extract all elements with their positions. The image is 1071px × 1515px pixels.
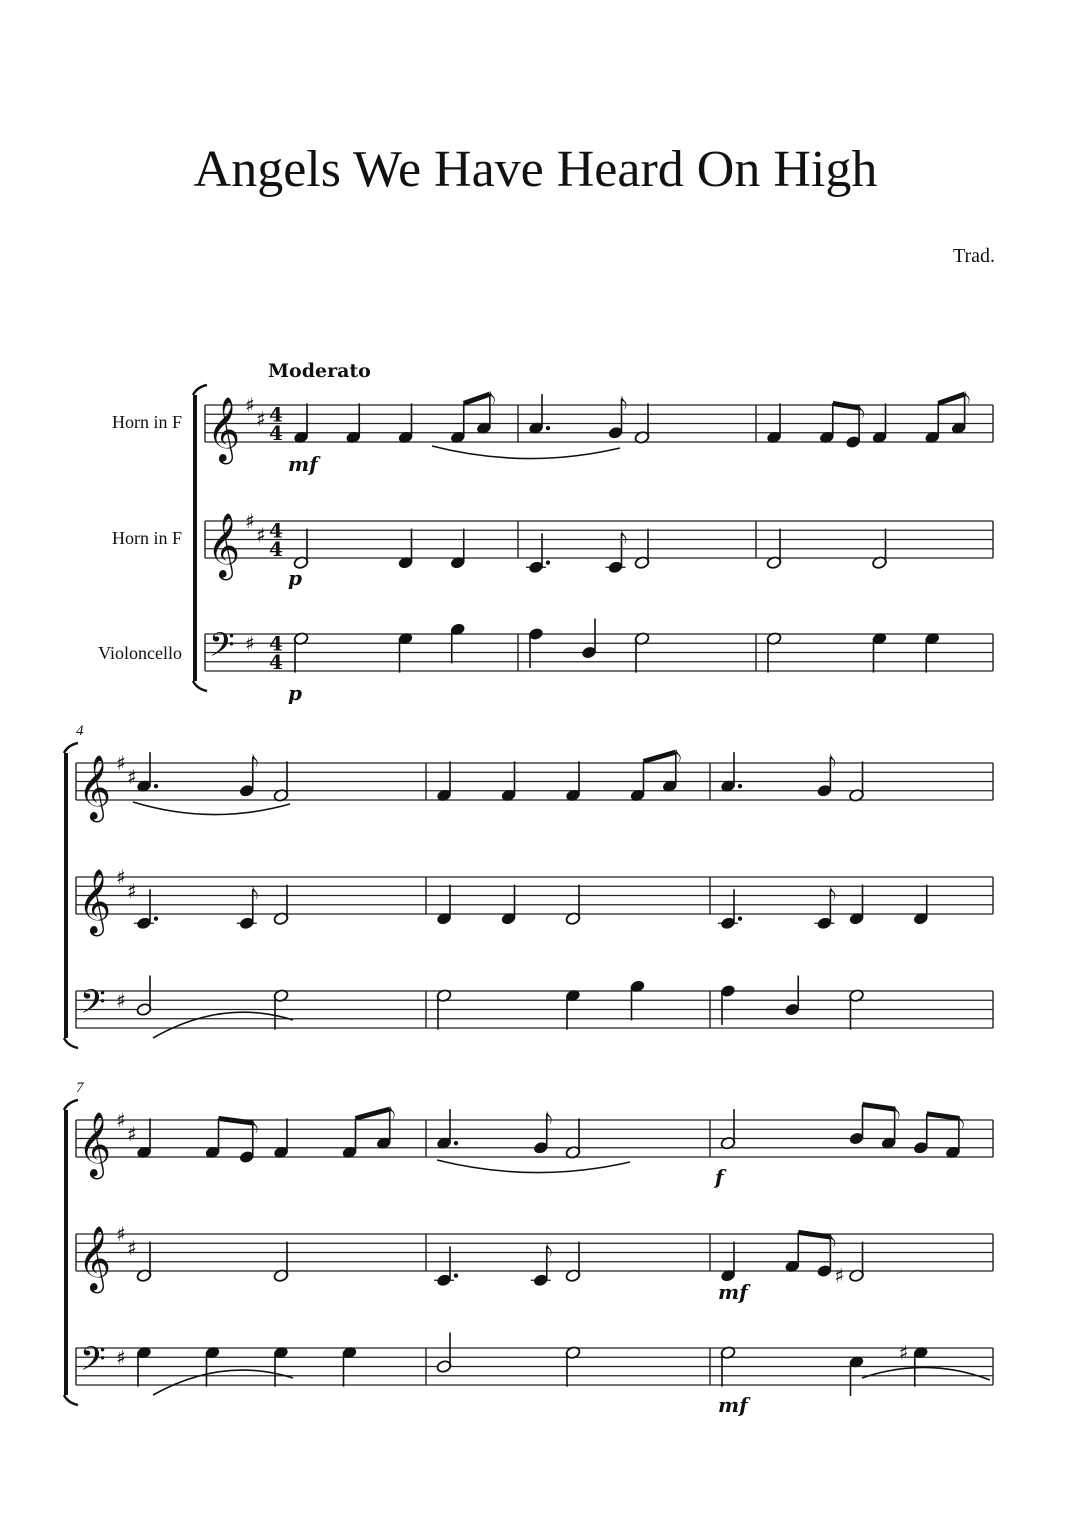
time-signature-bottom: 4 [269,650,283,674]
key-sharp-icon: ♯ [245,393,255,417]
key-sharp-icon: ♯ [116,1222,126,1246]
note-flag: 𝅮 [621,393,628,419]
augmentation-dot [154,916,158,920]
note-flag: 𝅮 [894,1104,901,1130]
note-flag: 𝅮 [252,1118,259,1143]
note-flag: 𝅮 [675,747,682,773]
time-signature-bottom: 4 [269,537,283,561]
note-flag: 𝅮 [830,1232,837,1257]
bass-clef-icon: 𝄢 [80,1340,106,1387]
bracket-hook [64,1395,78,1405]
bass-clef-icon: 𝄢 [80,983,106,1030]
measure-number-4: 4 [76,723,84,739]
measure-number-7: 7 [76,1080,84,1096]
dynamic-cello-m1: p [288,681,302,705]
system-bracket [64,1110,68,1395]
instrument-label-horn-1: Horn in F [111,412,182,432]
treble-clef-icon: 𝄞 [78,1112,112,1177]
slur [862,1367,990,1380]
slur [153,1370,293,1395]
instrument-label-cello: Violoncello [98,643,182,663]
augmentation-dot [738,916,742,920]
augmentation-dot [546,426,550,430]
time-signature-top: 4 [269,518,283,543]
key-sharp-icon: ♯ [245,631,255,656]
system-bracket [193,395,197,681]
beam [219,1118,253,1123]
note-flag: 𝅮 [252,884,259,910]
beam [833,403,859,408]
bracket-hook [64,743,78,753]
beam [938,394,964,403]
treble-clef-icon: 𝄞 [207,513,241,578]
key-sharp-icon: ♯ [256,406,266,431]
key-sharp-icon: ♯ [116,1345,126,1370]
time-signature-top: 4 [269,631,283,656]
time-signature-bottom: 4 [269,421,283,445]
augmentation-dot [154,784,158,788]
bracket-hook [64,1100,78,1110]
note-flag: 𝅮 [389,1104,396,1130]
time-signature-top: 4 [269,402,283,427]
key-sharp-icon: ♯ [116,1108,126,1132]
key-sharp-icon: ♯ [245,509,255,533]
bracket-hook [193,385,207,395]
key-sharp-icon: ♯ [116,865,126,889]
dynamic-horn2-m9: mf [718,1280,748,1304]
key-sharp-icon: ♯ [127,1121,137,1146]
bass-clef-icon: 𝄢 [209,626,235,673]
beam [798,1232,830,1237]
beam [464,394,490,403]
dynamic-horn2-m1: p [288,566,302,590]
accidental-sharp-icon: ♯ [834,1263,845,1288]
dynamic-horn1-m1: mf [288,452,318,476]
note-flag: 𝅮 [252,751,259,777]
note-flag: 𝅮 [830,884,837,910]
note-flag: 𝅮 [546,1108,553,1134]
slur [153,1012,293,1038]
accidental-sharp-icon: ♯ [898,1340,909,1365]
dynamic-horn1-m9: f [715,1165,724,1189]
treble-clef-icon: 𝄞 [207,397,241,462]
beam [863,1105,895,1110]
tempo-marking: Moderato [268,360,371,382]
note-flag: 𝅮 [859,403,865,428]
treble-clef-icon: 𝄞 [78,755,112,820]
system-bracket [64,753,68,1038]
key-sharp-icon: ♯ [127,764,137,789]
key-sharp-icon: ♯ [116,988,126,1013]
note-flag: 𝅮 [489,389,496,415]
composer-credit: Trad. [952,245,995,267]
treble-clef-icon: 𝄞 [78,1226,112,1291]
slur [437,1160,630,1173]
bracket-hook [64,1038,78,1048]
beam [356,1109,390,1118]
augmentation-dot [738,784,742,788]
instrument-label-horn-2: Horn in F [111,528,182,548]
key-sharp-icon: ♯ [256,522,266,547]
key-sharp-icon: ♯ [116,751,126,775]
beam [644,752,676,761]
augmentation-dot [454,1273,458,1277]
bracket-hook [193,681,207,691]
note-flag: 𝅮 [958,1113,965,1139]
beam [927,1114,959,1119]
slur [432,446,620,459]
dynamic-cello-m9: mf [718,1393,748,1417]
treble-clef-icon: 𝄞 [78,869,112,934]
note-flag: 𝅮 [621,528,628,554]
key-sharp-icon: ♯ [127,878,137,903]
note-flag: 𝅮 [546,1241,553,1267]
score-title: Angels We Have Heard On High [193,141,878,198]
key-sharp-icon: ♯ [127,1235,137,1260]
augmentation-dot [454,1141,458,1145]
note-flag: 𝅮 [830,751,837,777]
augmentation-dot [546,560,550,564]
note-flag: 𝅮 [964,389,971,415]
slur [133,802,290,815]
